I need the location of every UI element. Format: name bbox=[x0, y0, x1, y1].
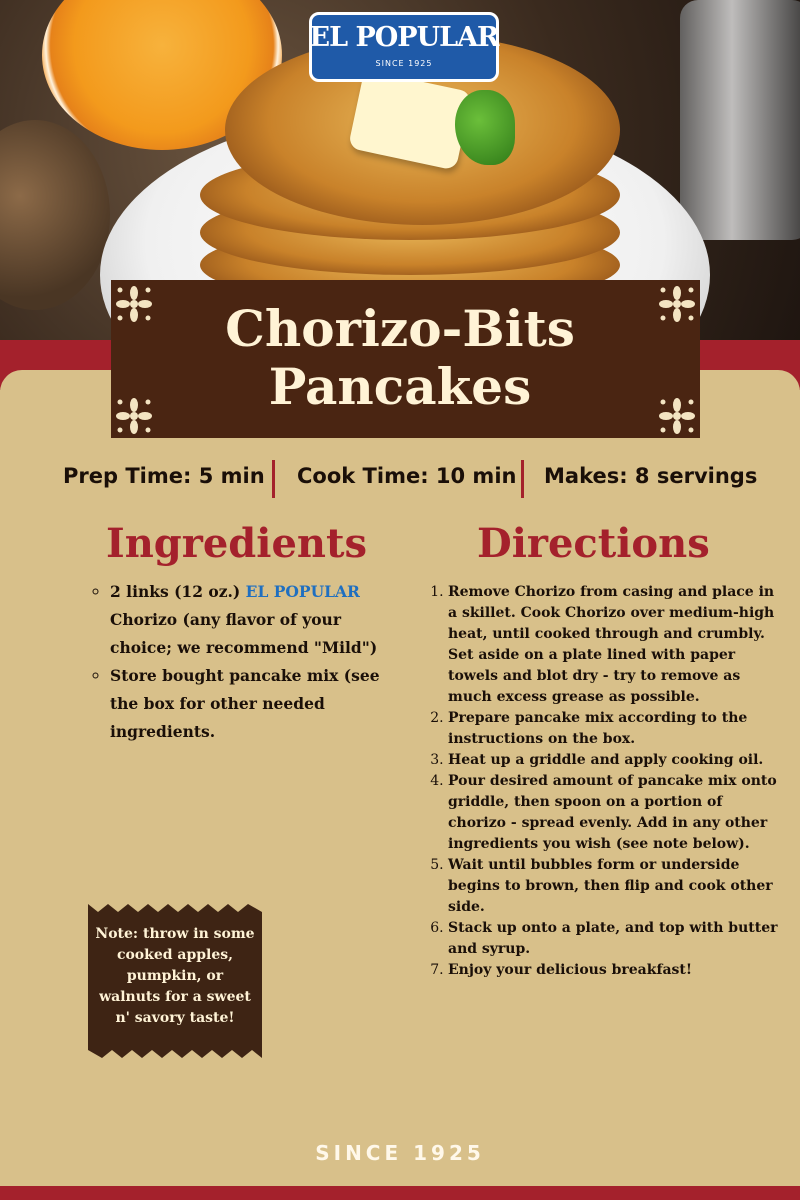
recipe-title-line2: Pancakes bbox=[268, 357, 532, 416]
directions-list bbox=[420, 582, 778, 981]
list-item: ◦ Store bought pancake mix (see the box for other needed ingredients. bbox=[110, 662, 400, 746]
direction-step: 5. Wait until bubbles form or underside begins to brown, then flip and cook other side. bbox=[448, 855, 778, 918]
logo-title: EL POPULAR bbox=[309, 22, 499, 53]
ingredients-list bbox=[82, 578, 400, 746]
el-popular-logo bbox=[309, 12, 499, 82]
direction-step: 4. Pour desired amount of pancake mix onto griddle, then spoon on a portion of chorizo - spread evenly. Add in any other ingredients you wish (see note below). bbox=[448, 771, 778, 855]
note-text: Note: throw in some cooked apples, pumpkin, or walnuts for a sweet n' savory taste! bbox=[95, 926, 255, 1026]
since-footer: SINCE 1925 bbox=[315, 1141, 485, 1165]
brand-name: EL POPULAR bbox=[245, 582, 360, 601]
divider bbox=[521, 460, 524, 498]
servings: Makes: 8 servings bbox=[544, 464, 758, 488]
direction-step: 1. Remove Chorizo from casing and place in a skillet. Cook Chorizo over medium-high heat, until cooked through and crumbly. Set aside on a plate lined with paper towels and blot dry - try to remove as much excess grease as possible. bbox=[448, 582, 778, 708]
ingredient-text: 2 links (12 oz.) bbox=[110, 582, 246, 601]
direction-step: 2. Prepare pancake mix according to the instructions on the box. bbox=[448, 708, 778, 750]
note-box bbox=[88, 904, 262, 1058]
syrup-jar bbox=[680, 0, 800, 240]
divider bbox=[272, 460, 275, 498]
direction-step: 7. Enjoy your delicious breakfast! bbox=[448, 960, 778, 981]
logo-subtitle: SINCE 1925 bbox=[375, 59, 433, 68]
ingredients-heading: Ingredients bbox=[106, 520, 367, 567]
recipe-title bbox=[0, 300, 800, 416]
direction-step: 3. Heat up a griddle and apply cooking oil. bbox=[448, 750, 778, 771]
direction-step: 6. Stack up onto a plate, and top with butter and syrup. bbox=[448, 918, 778, 960]
bottom-band bbox=[0, 1186, 800, 1200]
muffin bbox=[0, 120, 110, 310]
time-info-row bbox=[0, 458, 800, 502]
recipe-title-line1: Chorizo-Bits bbox=[225, 299, 575, 358]
list-item bbox=[110, 578, 400, 662]
directions-heading: Directions bbox=[477, 520, 710, 567]
ingredient-text: Chorizo (any flavor of your choice; we recommend "Mild") bbox=[110, 610, 378, 657]
prep-time: Prep Time: 5 min bbox=[63, 464, 265, 488]
cook-time: Cook Time: 10 min bbox=[297, 464, 517, 488]
